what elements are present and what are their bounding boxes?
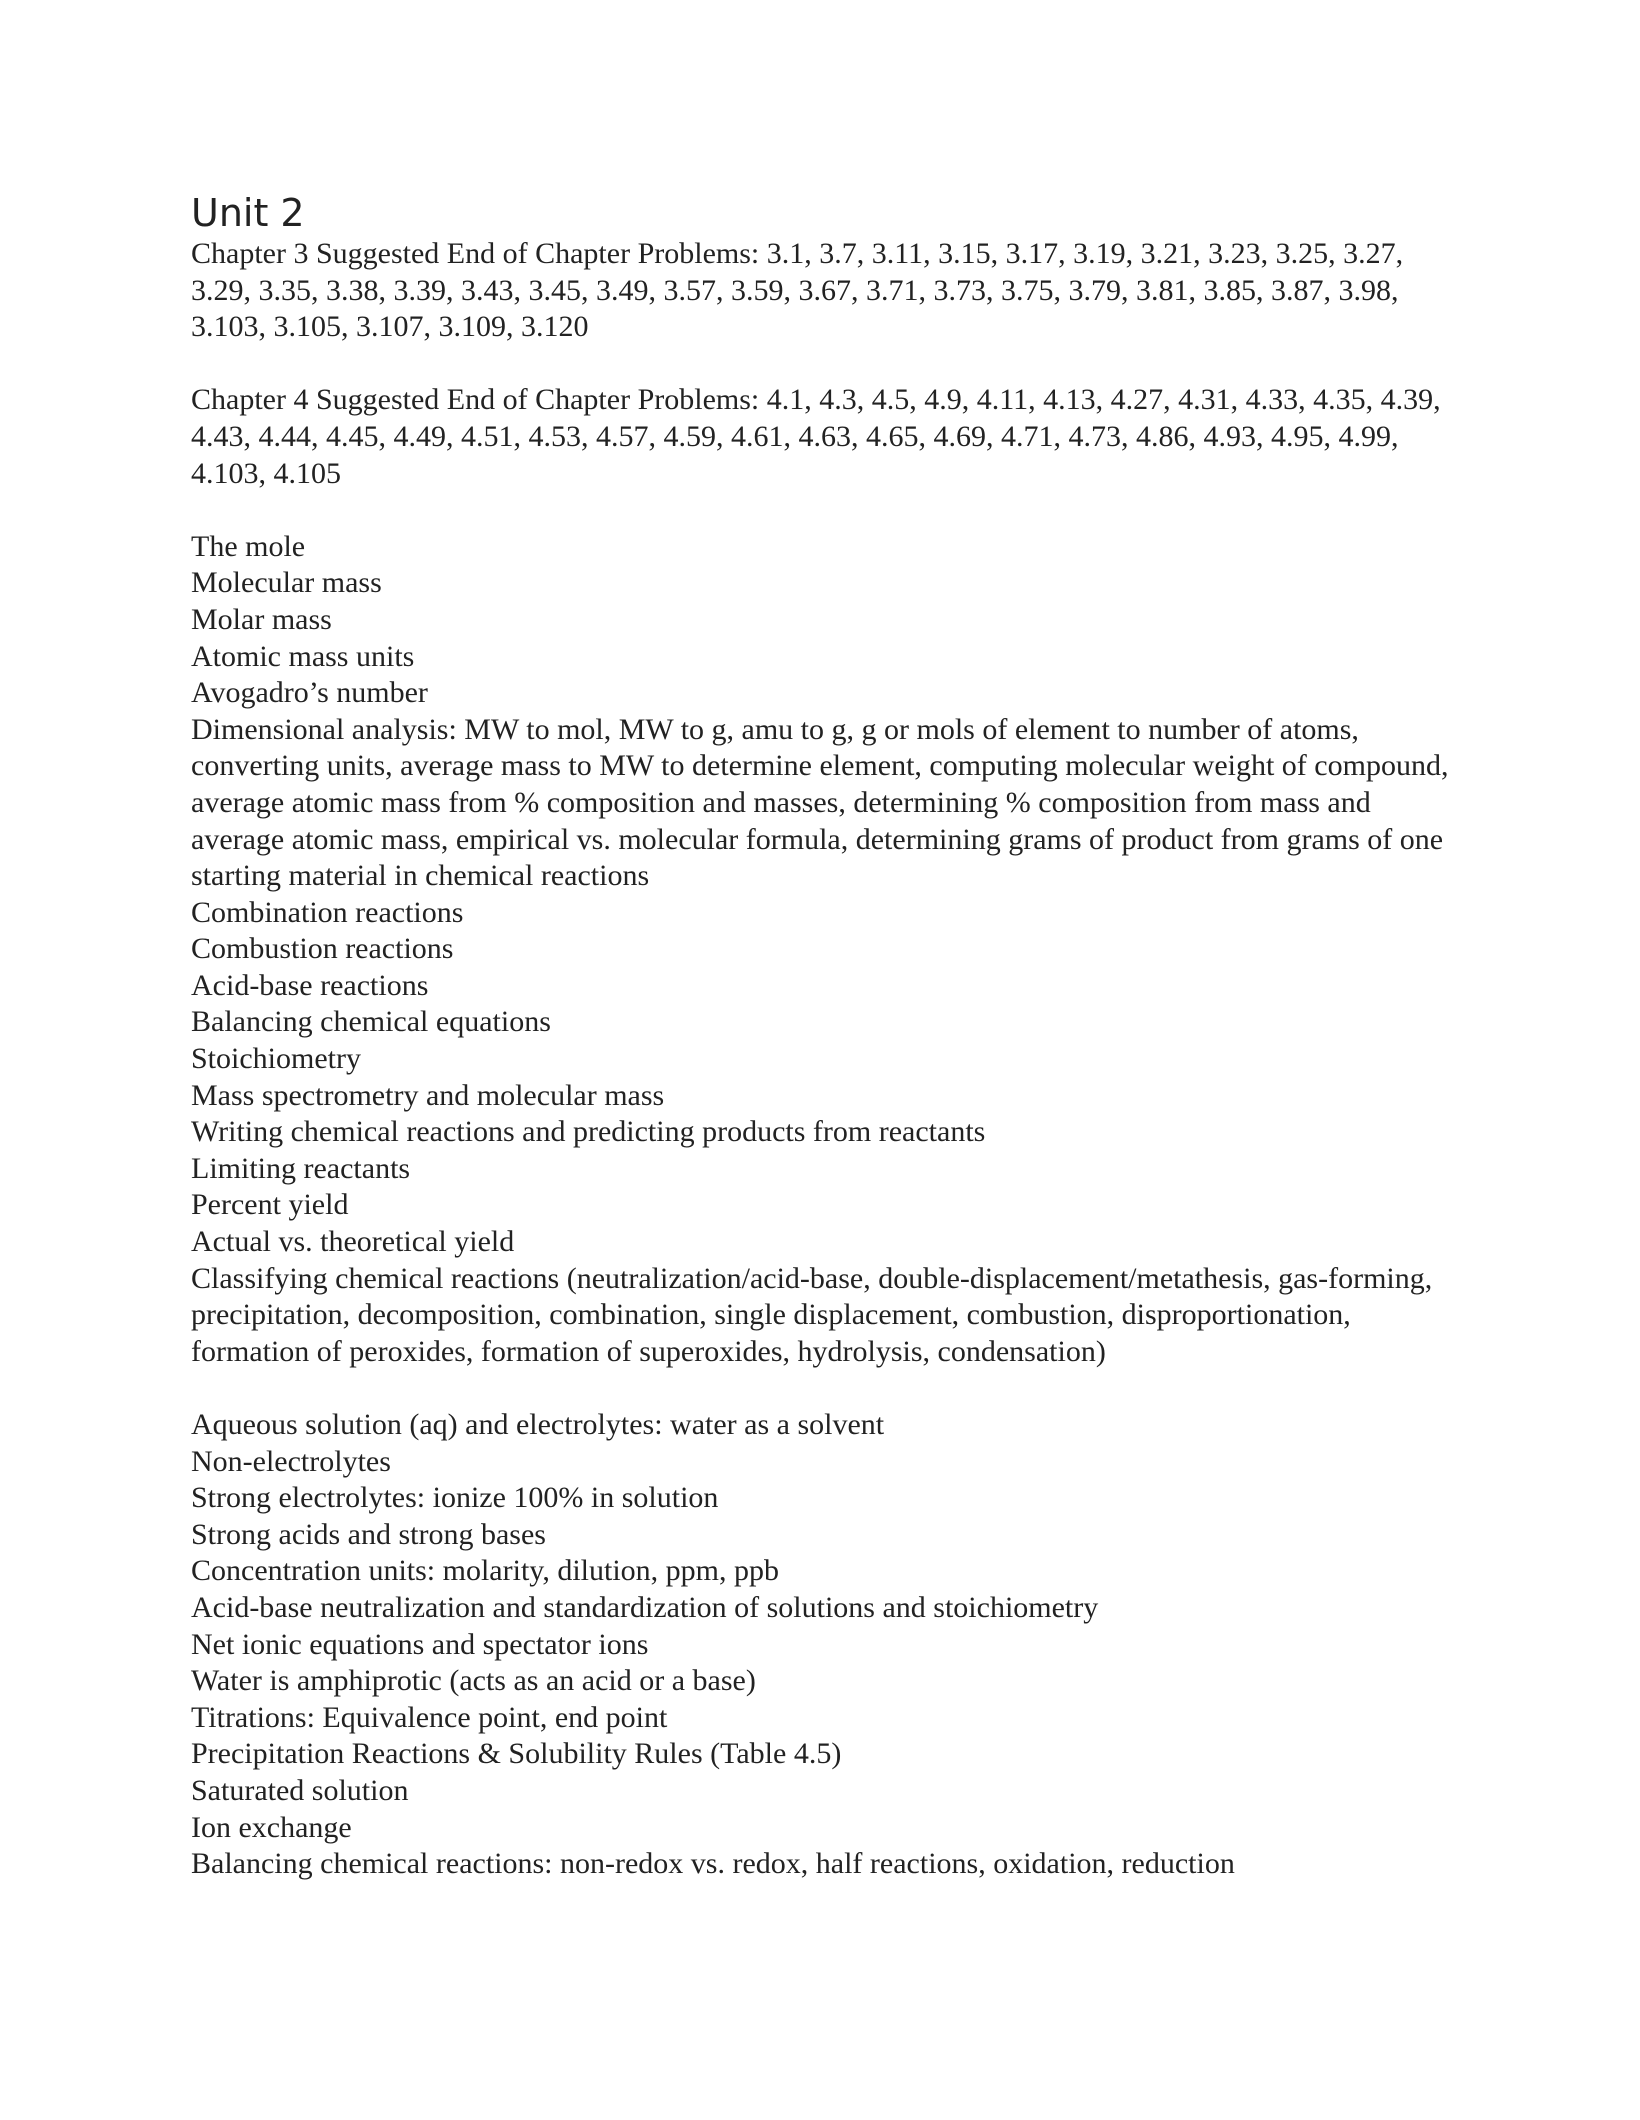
topic-item: Molar mass <box>191 602 332 636</box>
topic-item: Molecular mass <box>191 566 382 600</box>
topic-item: Water is amphiprotic (acts as an acid or a base) <box>191 1664 756 1698</box>
topic-item: Percent yield <box>191 1188 349 1222</box>
topic-item: Stoichiometry <box>191 1042 361 1076</box>
topic-item: Limiting reactants <box>191 1151 411 1185</box>
topic-item: Balancing chemical reactions: non-redox vs. redox, half reactions, oxidation, reduction <box>191 1847 1235 1881</box>
topic-item: Avogadro’s number <box>191 676 428 710</box>
topic-item: Acid-base reactions <box>191 968 429 1002</box>
topic-item: Precipitation Reactions & Solubility Rules (Table 4.5) <box>191 1737 842 1771</box>
document-page <box>191 190 1451 1883</box>
topic-item: Atomic mass units <box>191 639 415 673</box>
topic-item: The mole <box>191 529 306 563</box>
chapter-3-problems: Chapter 3 Suggested End of Chapter Problems: 3.1, 3.7, 3.11, 3.15, 3.17, 3.19, 3.21, 3.23, 3.25, 3.27, 3.29, 3.35, 3.38, 3.39, 3.43, 3.45, 3.49, 3.57, 3.59, 3.67, 3.71, 3.73, 3.75, 3.79, 3.81, 3.85, 3.87, 3.98, 3.103, 3.105, 3.107, 3.109, 3.120 <box>191 237 1404 344</box>
topic-item: Balancing chemical equations <box>191 1005 551 1039</box>
topic-item: Strong acids and strong bases <box>191 1517 546 1551</box>
chapter-4-problems: Chapter 4 Suggested End of Chapter Problems: 4.1, 4.3, 4.5, 4.9, 4.11, 4.13, 4.27, 4.31, 4.33, 4.35, 4.39, 4.43, 4.44, 4.45, 4.49, 4.51, 4.53, 4.57, 4.59, 4.61, 4.63, 4.65, 4.69, 4.71, 4.73, 4.86, 4.93, 4.95, 4.99, 4.103, 4.105 <box>191 383 1441 490</box>
topic-item: Mass spectrometry and molecular mass <box>191 1078 665 1112</box>
topic-item: Actual vs. theoretical yield <box>191 1225 515 1259</box>
topic-item: Saturated solution <box>191 1773 409 1807</box>
topic-item: Acid-base neutralization and standardization of solutions and stoichiometry <box>191 1590 1099 1624</box>
topic-item: Net ionic equations and spectator ions <box>191 1627 649 1661</box>
topic-item: Writing chemical reactions and predicting products from reactants <box>191 1115 986 1149</box>
topic-item: Dimensional analysis: MW to mol, MW to g, amu to g, g or mols of element to number of atoms, converting units, average mass to MW to determine element, computing molecular weight of compound, average atomic mass from % composition and masses, determining % composition from mass and average atomic mass, empirical vs. molecular formula, determining grams of product from grams of one starting material in chemical reactions <box>191 712 1449 893</box>
topic-item: Strong electrolytes: ionize 100% in solution <box>191 1481 719 1515</box>
topic-item: Titrations: Equivalence point, end point <box>191 1700 668 1734</box>
topic-item: Ion exchange <box>191 1810 352 1844</box>
topic-item: Combustion reactions <box>191 932 454 966</box>
topic-item: Aqueous solution (aq) and electrolytes: water as a solvent <box>191 1408 885 1441</box>
topic-item: Classifying chemical reactions (neutralization/acid-base, double-displacement/metathesis, gas-forming, precipitation, decomposition, combination, single displacement, combustion, disproportionation, formation of peroxides, formation of superoxides, hydrolysis, condensation) <box>191 1261 1433 1368</box>
topic-item: Concentration units: molarity, dilution, ppm, ppb <box>191 1554 780 1588</box>
topic-list-chapter-4 <box>191 1407 1451 1883</box>
topic-item: Non-electrolytes <box>191 1444 391 1478</box>
topic-list-chapter-3 <box>191 529 1451 1371</box>
section-spacer <box>191 1370 1451 1407</box>
topic-item: Combination reactions <box>191 895 464 929</box>
unit-heading: Unit 2 <box>191 191 305 235</box>
